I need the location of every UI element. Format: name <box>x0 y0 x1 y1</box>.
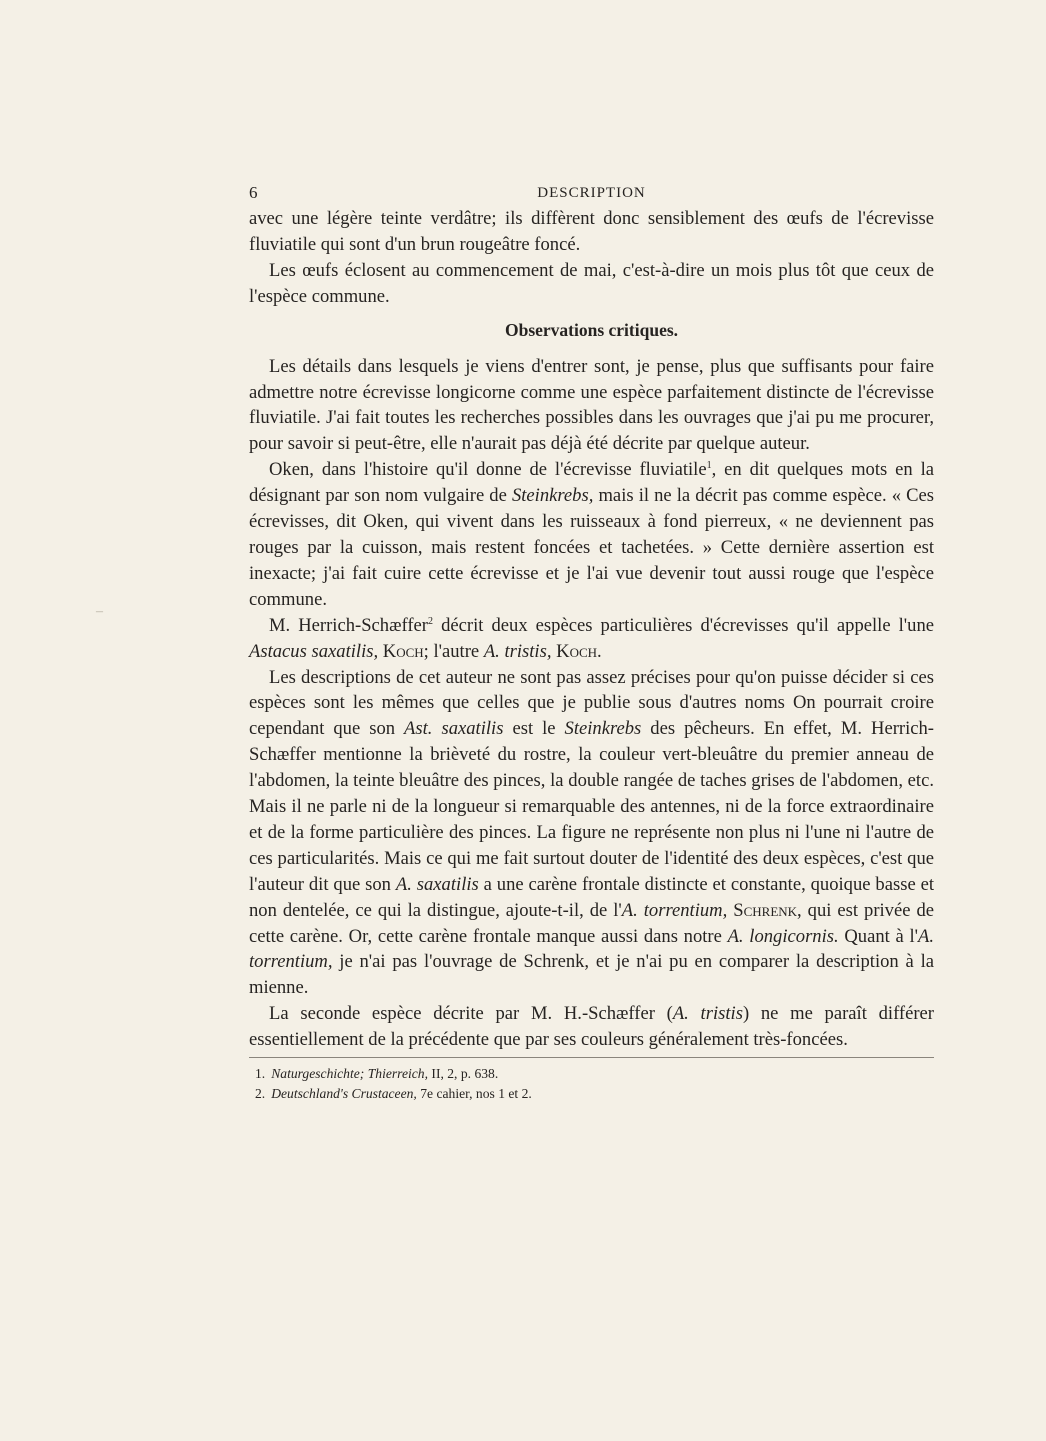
p5-text-d: ; l'autre <box>423 640 484 662</box>
footnote-ref-1: 1 <box>706 460 712 472</box>
p6-text-b: est le <box>503 718 565 740</box>
footnote-2 <box>255 1084 934 1104</box>
footnote-ref-2: 2 <box>428 615 434 627</box>
p5-author-koch-2: Koch <box>556 640 598 662</box>
paragraph-2: Les œufs éclosent au commencement de mai, c'est-à-dire un mois plus tôt que ceux de l'espèce commune. <box>249 259 934 307</box>
paragraph-3: Les détails dans lesquels je viens d'entrer sont, je pense, plus que suffisants pour faire admettre notre écrevisse longicorne comme une espèce parfaitement distincte de l'écrevisse fluviatile. J'ai fait toutes les recherches possibles dans les ouvrages que j'ai pu me procurer, pour savoir si peut-être, elle n'aurait pas déjà été décrite par quelque auteur. <box>249 355 934 455</box>
running-title: DESCRIPTION <box>537 185 646 201</box>
page-number: 6 <box>249 183 258 202</box>
p7-italic-a-tristis: A. tristis <box>672 1003 743 1025</box>
p6-italic-a-torrentium-1: A. torrentium, <box>621 899 728 921</box>
p7-text-a: La seconde espèce décrite par M. H.-Schæffer ( <box>269 1003 673 1025</box>
p6-text-f: , qui est privée de cette carène. Or, cette carène frontale manque aussi dans notre <box>249 899 935 947</box>
paragraph-1: avec une légère teinte verdâtre; ils diffèrent donc sensiblement des œufs de l'écrevisse fluviatile qui sont d'un brun rougeâtre foncé. <box>249 208 934 255</box>
p4-text-a: Oken, dans l'histoire qu'il donne de l'écrevisse fluviatile <box>269 459 707 481</box>
footnote-1-mark: 1. <box>255 1066 266 1082</box>
footnote-2-mark: 2. <box>255 1086 266 1102</box>
footnote-2-title: Deutschland's Crustaceen, <box>271 1086 417 1102</box>
footnote-1-title: Naturgeschichte; Thierreich, <box>271 1066 429 1082</box>
margin-smudge: – <box>96 604 103 619</box>
p5-author-koch-1: Koch <box>382 640 424 662</box>
p6-italic-a-torrentium-2: A. torrentium, <box>249 925 935 973</box>
p6-italic-steinkrebs: Steinkrebs <box>564 718 642 740</box>
p6-text-c: des pêcheurs. En effet, M. Herrich-Schæffer mentionne la brièveté du rostre, la couleur vert-bleuâtre du premier anneau de l'abdomen, la teinte bleuâtre des pinces, la double rangée de taches grises de l'abdomen, etc. Mais il ne parle ni de la longueur si remarquable des antennes, ni de la force extraordinaire et de la forme particulière des pinces. La figure ne représente non plus ni l'une ni l'autre de ces particularités. Mais ce qui me fait surtout douter de l'identité des deux espèces, c'est que l'auteur dit que son <box>249 718 934 895</box>
footnote-rule <box>249 1057 934 1058</box>
p6-italic-a-longicornis: A. longicornis. <box>727 925 839 947</box>
p6-text-h: je n'ai pas l'ouvrage de Schrenk, et je n'ai pu en comparer la description à la mienne. <box>249 951 934 999</box>
p6-italic-a-saxatilis: A. saxatilis <box>395 873 479 895</box>
paragraph-7 <box>249 1001 934 1053</box>
footnotes <box>249 1064 934 1104</box>
p5-text-a: M. Herrich-Schæffer <box>269 614 429 636</box>
document-page <box>249 180 934 1104</box>
p6-text-a: Les descriptions de cet auteur ne sont pas assez précises pour qu'on puisse décider si ces espèces sont les mêmes que celles que je publie sous d'autres noms On pourrait croire cependant que son <box>249 666 934 740</box>
paragraph-6 <box>249 665 934 1002</box>
paragraph-5 <box>249 613 934 665</box>
paragraph-4 <box>249 457 934 612</box>
p5-text-f: . <box>597 640 602 662</box>
p7-text-b: ) ne me paraît différer essentiellement de la précédente que par ses couleurs généralement très-foncées. <box>249 1003 935 1051</box>
footnote-1 <box>255 1064 934 1084</box>
p6-text-d: a une carène frontale distincte et constante, quoique basse et non dentelée, ce qui la distingue, ajoute-t-il, de l' <box>249 873 935 921</box>
section-heading: Observations critiques. <box>504 319 679 340</box>
p5-italic-astacus-saxatilis: Astacus saxatilis, <box>249 640 379 662</box>
p6-italic-ast-saxatilis: Ast. saxatilis <box>404 718 504 740</box>
p6-text-g: Quant à l' <box>838 925 918 947</box>
page-header <box>249 180 934 206</box>
p4-text-b: , en dit quelques mots en la désignant par son nom vulgaire de <box>249 459 935 507</box>
p5-text-b: décrit deux espèces particulières d'écrevisses qu'il appelle l'une <box>433 614 935 636</box>
footnote-2-ref: 7e cahier, nos 1 et 2. <box>416 1086 532 1102</box>
p6-author-schrenk: Schrenk <box>733 899 798 921</box>
footnote-1-ref: II, 2, p. 638. <box>428 1066 499 1082</box>
p5-italic-a-tristis: A. tristis, <box>483 640 552 662</box>
p4-italic-steinkrebs: Steinkrebs, <box>511 485 594 507</box>
body-text <box>249 206 934 1053</box>
p4-text-c: mais il ne la décrit pas comme espèce. « Ces écrevisses, dit Oken, qui vivent dans les ruisseaux à fond pierreux, « ne deviennent pas rouges par la cuisson, mais restent foncées et tachetées. » Cette dernière assertion est inexacte; j'ai fait cuire cette écrevisse et je l'ai vue devenir tout aussi rouge que l'espèce commune. <box>249 485 934 610</box>
